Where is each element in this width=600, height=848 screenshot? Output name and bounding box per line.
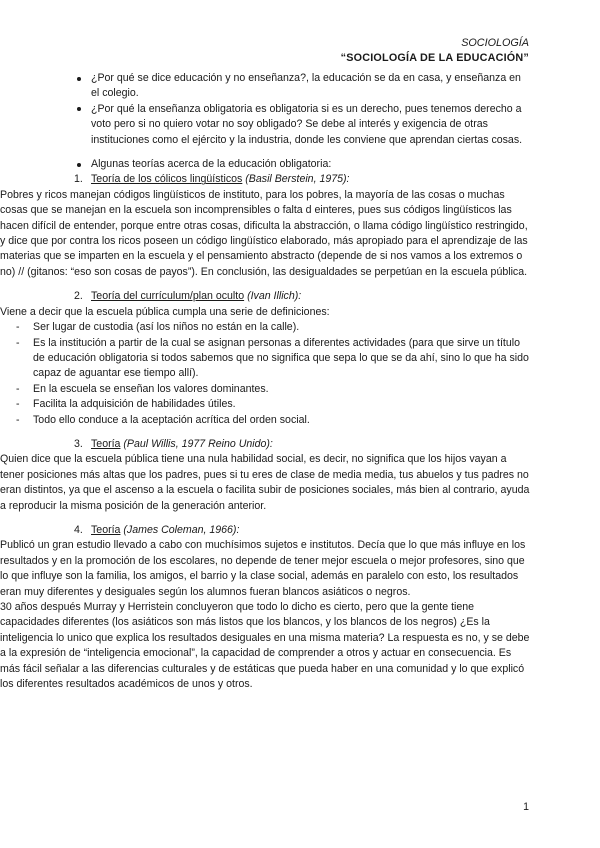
- list-item: ¿Por qué se dice educación y no enseñanza?, la educación se da en casa, y enseñanza en el colegio.: [74, 71, 530, 102]
- subject-label: SOCIOLOGÍA: [461, 37, 529, 49]
- section-author: (James Coleman, 1966):: [123, 523, 240, 536]
- dash-list: [0, 320, 530, 428]
- page-header: [341, 36, 529, 66]
- section-number: 3.: [74, 437, 83, 450]
- section-author: (Basil Berstein, 1975):: [245, 173, 350, 186]
- theories-intro-list: [74, 157, 530, 172]
- section-title: Teoría: [91, 437, 121, 450]
- section-number: 4.: [74, 523, 83, 536]
- section-body-4b: 30 años después Murray y Herristein concluyeron que todo lo dicho es cierto, pero que la gente tiene capacidades diferentes (los asiáticos son más listos que los blancos, y los blancos de los negros) ¿Es la inteligencia lo unico que explica los resultados desiguales en una misma materia? La respuesta es no, y se debe a la expresión de “inteligencia emocional”, la capacidad de comprender a otros y actuar en consecuencia. Es más fácil señalar a las diferencias culturales y de estáticas que pueda haber en una comunidad y lo que explicó los diferentes resultados académicos de unos y otros.: [0, 601, 530, 691]
- list-item: - Es la institución a partir de la cual se asignan personas a diferentes actividades (para que sirve un título de educación obligatoria si todos sabemos que no significa que sepa lo que se da ahí, sino lo que ha sido capaz de aguantar ese tiempo allí).: [0, 336, 530, 382]
- section-lead-2: Viene a decir que la escuela pública cumpla una serie de definiciones:: [0, 305, 330, 318]
- list-item: - En la escuela se enseñan los valores dominantes.: [0, 382, 530, 397]
- section-heading-4: [74, 523, 530, 538]
- section-number: 1.: [74, 173, 83, 186]
- page-number: 1: [523, 801, 529, 813]
- section-heading-1: [74, 172, 530, 187]
- list-item: - Todo ello conduce a la aceptación acrítica del orden social.: [0, 413, 530, 428]
- list-item: ¿Por qué la enseñanza obligatoria es obligatoria si es un derecho, pues tenemos derecho a voto pero si no quiero votar no soy obligado? Se debe al interés y exigencia de otras instituciones como el ejército y la industria, donde les conviene que aprendan ciertas cosas.: [74, 102, 530, 148]
- section-body-1: Pobres y ricos manejan códigos lingüísticos de instituto, para los pobres, la mayoría de las cosas o muchas cosas que se manejan en la escuela son incomprensibles o falta d einteres, pues sus códigos lingüísticos las hacen difícil de entender, porque entre otras cosas, dificulta la abstracción, o llama código lingüístico restringido, y dice que por contra los ricos poseen un código lingüístico elaborado, más apropiado para el aprendizaje de las materias que se imparten en la escuela y el pensamiento abstracto (depende de si nos vamos a los extremos o no) // (gitanos: “eso son cosas de payos”). En conclusión, las desigualdades se perpetúan en la escuela pública.: [0, 188, 528, 278]
- section-title: Teoría: [91, 523, 121, 536]
- section-body-3: Quien dice que la escuela pública tiene una nula habilidad social, es decir, no significa que los hijos vayan a tener posiciones más altas que los padres, pues si tu eres de clase de media media, tus abuelos y tus padres no eran distintos, ya que el ascenso a la escuela o facilita subir de posiciones sociales, más bien al contrario, ayuda a reproducir la misma posición de la generación anterior.: [0, 453, 530, 512]
- intro-bullet-list: [74, 71, 530, 148]
- section-body-4: Publicó un gran estudio llevado a cabo con muchísimos sujetos e institutos. Decía que lo que más influye en los resultados y en la promoción de los escolares, no depende de tener mejor escuela o mejor profesores, sino que lo que influye son la familia, los amigos, el barrio y la clase social, además en paralelo con esto, los resultados eran muy diferentes y desiguales según los alumnos fueran blancos asiáticos o negros.: [0, 539, 526, 598]
- section-heading-2: [74, 289, 530, 304]
- list-item: - Facilita la adquisición de habilidades útiles.: [0, 397, 530, 412]
- section-author: (Paul Willis, 1977 Reino Unido):: [123, 437, 273, 450]
- theories-intro: Algunas teorías acerca de la educación obligatoria:: [74, 157, 530, 172]
- section-title: Teoría de los cólicos lingüísticos: [91, 173, 243, 186]
- document-body: [0, 71, 530, 692]
- section-title: Teoría del currículum/plan oculto: [91, 290, 245, 303]
- section-author: (Ivan Illich):: [247, 290, 302, 303]
- document-title: “SOCIOLOGÍA DE LA EDUCACIÓN”: [340, 52, 529, 64]
- section-number: 2.: [74, 290, 83, 303]
- list-item: - Ser lugar de custodia (así los niños no están en la calle).: [0, 320, 530, 335]
- section-heading-3: [74, 437, 530, 452]
